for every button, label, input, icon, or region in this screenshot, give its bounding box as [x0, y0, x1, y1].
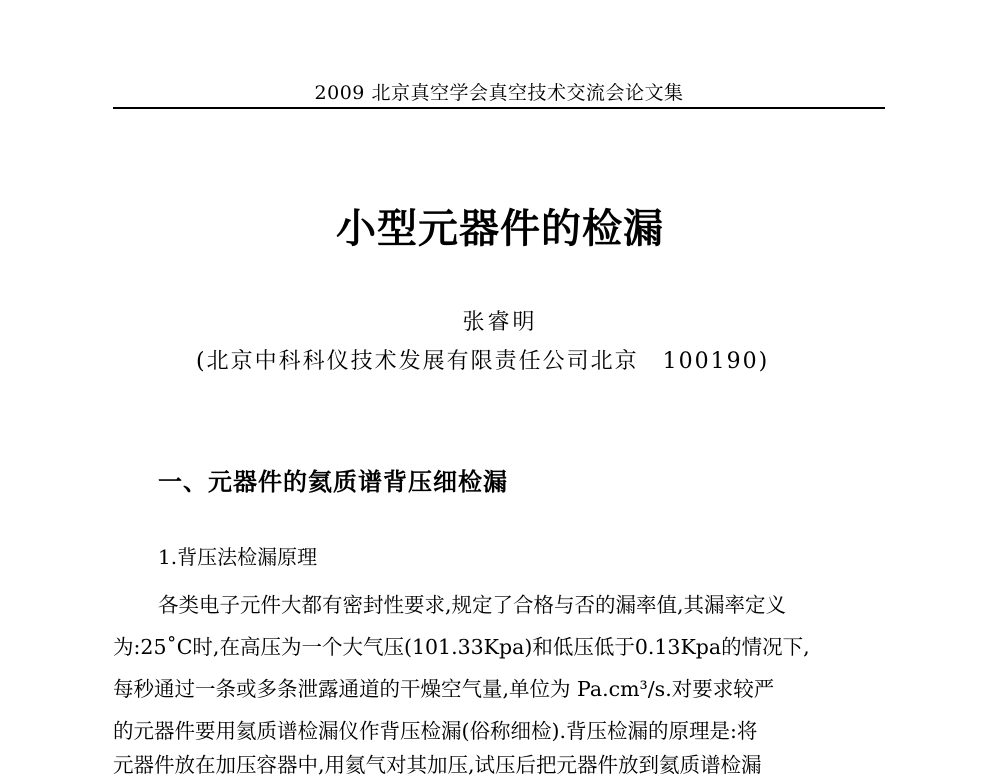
paper-title: 小型元器件的检漏: [336, 206, 664, 252]
body-text-line: 为:25˚C时,在高压为一个大气压(101.33Kpa)和低压低于0.13Kpa的情况下,: [113, 635, 810, 659]
header-rule: [113, 107, 885, 109]
section-heading: 一、元器件的氦质谱背压细检漏: [158, 468, 508, 496]
subsection-heading: 1.背压法检漏原理: [158, 545, 318, 569]
body-text-line: 的元器件要用氦质谱检漏仪作背压检漏(俗称细检).背压检漏的原理是:将: [113, 719, 758, 743]
running-header: 2009 北京真空学会真空技术交流会论文集: [314, 82, 684, 104]
body-text-line: 每秒通过一条或多条泄露通道的干燥空气量,单位为 Pa.cm³/s.对要求较严: [113, 677, 775, 701]
body-text-line: 各类电子元件大都有密封性要求,规定了合格与否的漏率值,其漏率定义: [158, 593, 787, 617]
author-name: 张睿明: [462, 310, 538, 335]
author-affiliation: (北京中科科仪技术发展有限责任公司北京 100190): [196, 349, 770, 374]
body-text-line: 元器件放在加压容器中,用氦气对其加压,试压后把元器件放到氦质谱检漏: [113, 753, 762, 777]
